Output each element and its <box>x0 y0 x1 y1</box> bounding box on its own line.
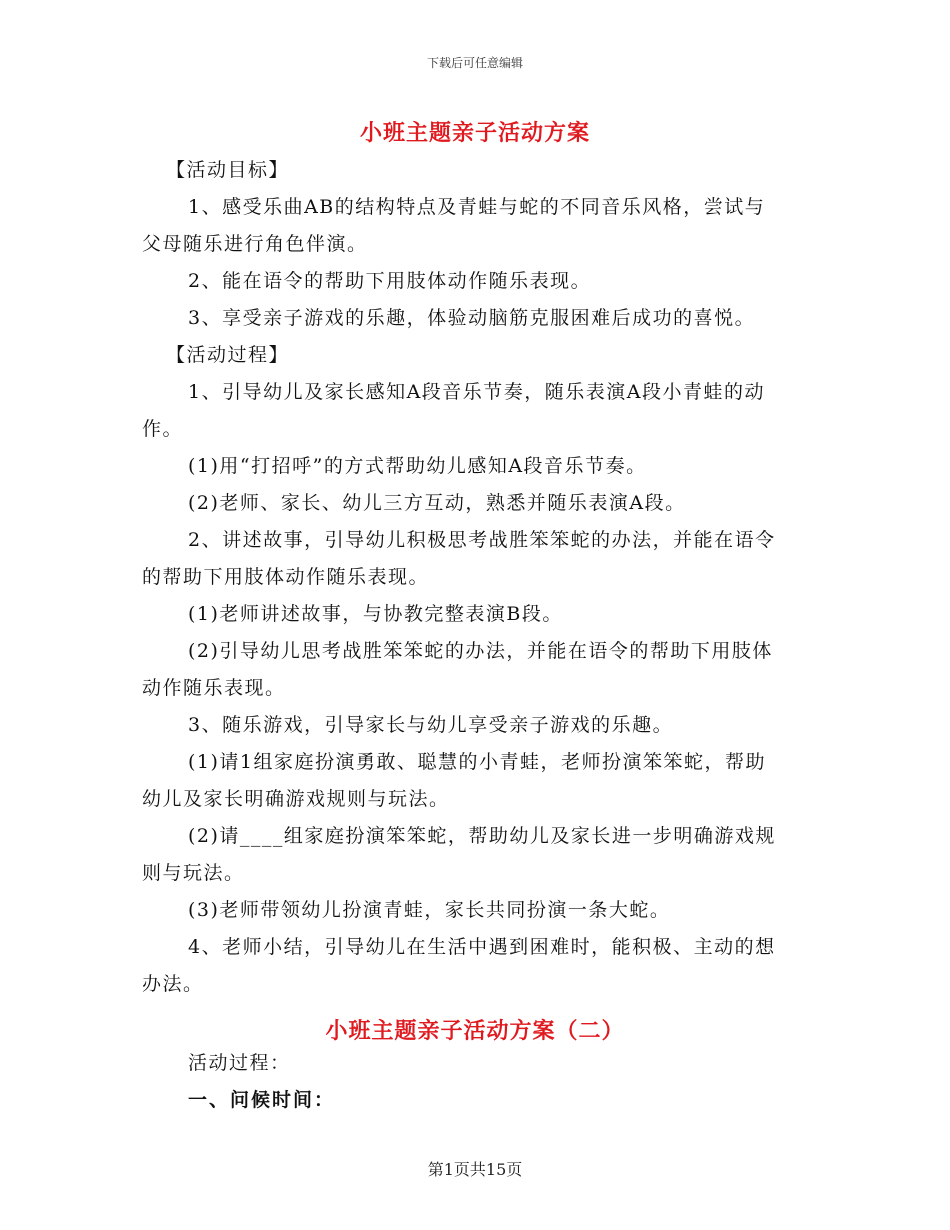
process-substep: (2)老师、家长、幼儿三方互动，熟悉并随乐表演A段。 <box>188 492 686 514</box>
process-step-continuation: 办法。 <box>142 973 204 995</box>
process-substep-continuation: 幼儿及家长明确游戏规则与玩法。 <box>142 788 450 810</box>
page-header: 下载后可任意编辑 <box>426 56 523 70</box>
process-substep: (3)老师带领幼儿扮演青蛙，家长共同扮演一条大蛇。 <box>188 899 671 921</box>
goal-item: 2、能在语令的帮助下用肢体动作随乐表现。 <box>188 270 592 292</box>
process-substep: (2)请____组家庭扮演笨笨蛇，帮助幼儿及家长进一步明确游戏规 <box>188 825 776 847</box>
section-heading-goals: 【活动目标】 <box>166 159 290 181</box>
process-step: 1、引导幼儿及家长感知A段音乐节奏，随乐表演A段小青蛙的动 <box>188 381 766 403</box>
process-substep-continuation: 动作随乐表现。 <box>142 677 286 699</box>
process-step: 4、老师小结，引导幼儿在生活中遇到困难时，能积极、主动的想 <box>188 936 776 958</box>
goal-item-continuation: 父母随乐进行角色伴演。 <box>142 233 368 255</box>
goal-item: 1、感受乐曲AB的结构特点及青蛙与蛇的不同音乐风格，尝试与 <box>188 196 766 218</box>
process-step: 3、随乐游戏，引导家长与幼儿享受亲子游戏的乐趣。 <box>188 714 674 736</box>
process-substep: (1)老师讲述故事，与协教完整表演B段。 <box>188 603 563 625</box>
process-step: 2、讲述故事，引导幼儿积极思考战胜笨笨蛇的办法，并能在语令 <box>188 529 776 551</box>
process-substep: (1)用“打招呼”的方式帮助幼儿感知A段音乐节奏。 <box>188 455 647 477</box>
goal-item: 3、享受亲子游戏的乐趣，体验动脑筋克服困难后成功的喜悦。 <box>188 307 756 329</box>
part2-intro: 活动过程： <box>188 1052 291 1074</box>
process-substep: (1)请1组家庭扮演勇敢、聪慧的小青蛙，老师扮演笨笨蛇，帮助 <box>188 751 767 773</box>
section-heading-process: 【活动过程】 <box>166 344 290 366</box>
process-step-continuation: 的帮助下用肢体动作随乐表现。 <box>142 566 430 588</box>
page-footer: 第1页共15页 <box>427 1160 523 1179</box>
document-title-2: 小班主题亲子活动方案（二） <box>325 1018 625 1044</box>
document-title: 小班主题亲子活动方案 <box>359 120 590 146</box>
part2-heading: 一、问候时间： <box>188 1089 336 1111</box>
process-step-continuation: 作。 <box>142 418 184 440</box>
process-substep: (2)引导幼儿思考战胜笨笨蛇的办法，并能在语令的帮助下用肢体 <box>188 640 773 662</box>
process-substep-continuation: 则与玩法。 <box>142 862 245 884</box>
